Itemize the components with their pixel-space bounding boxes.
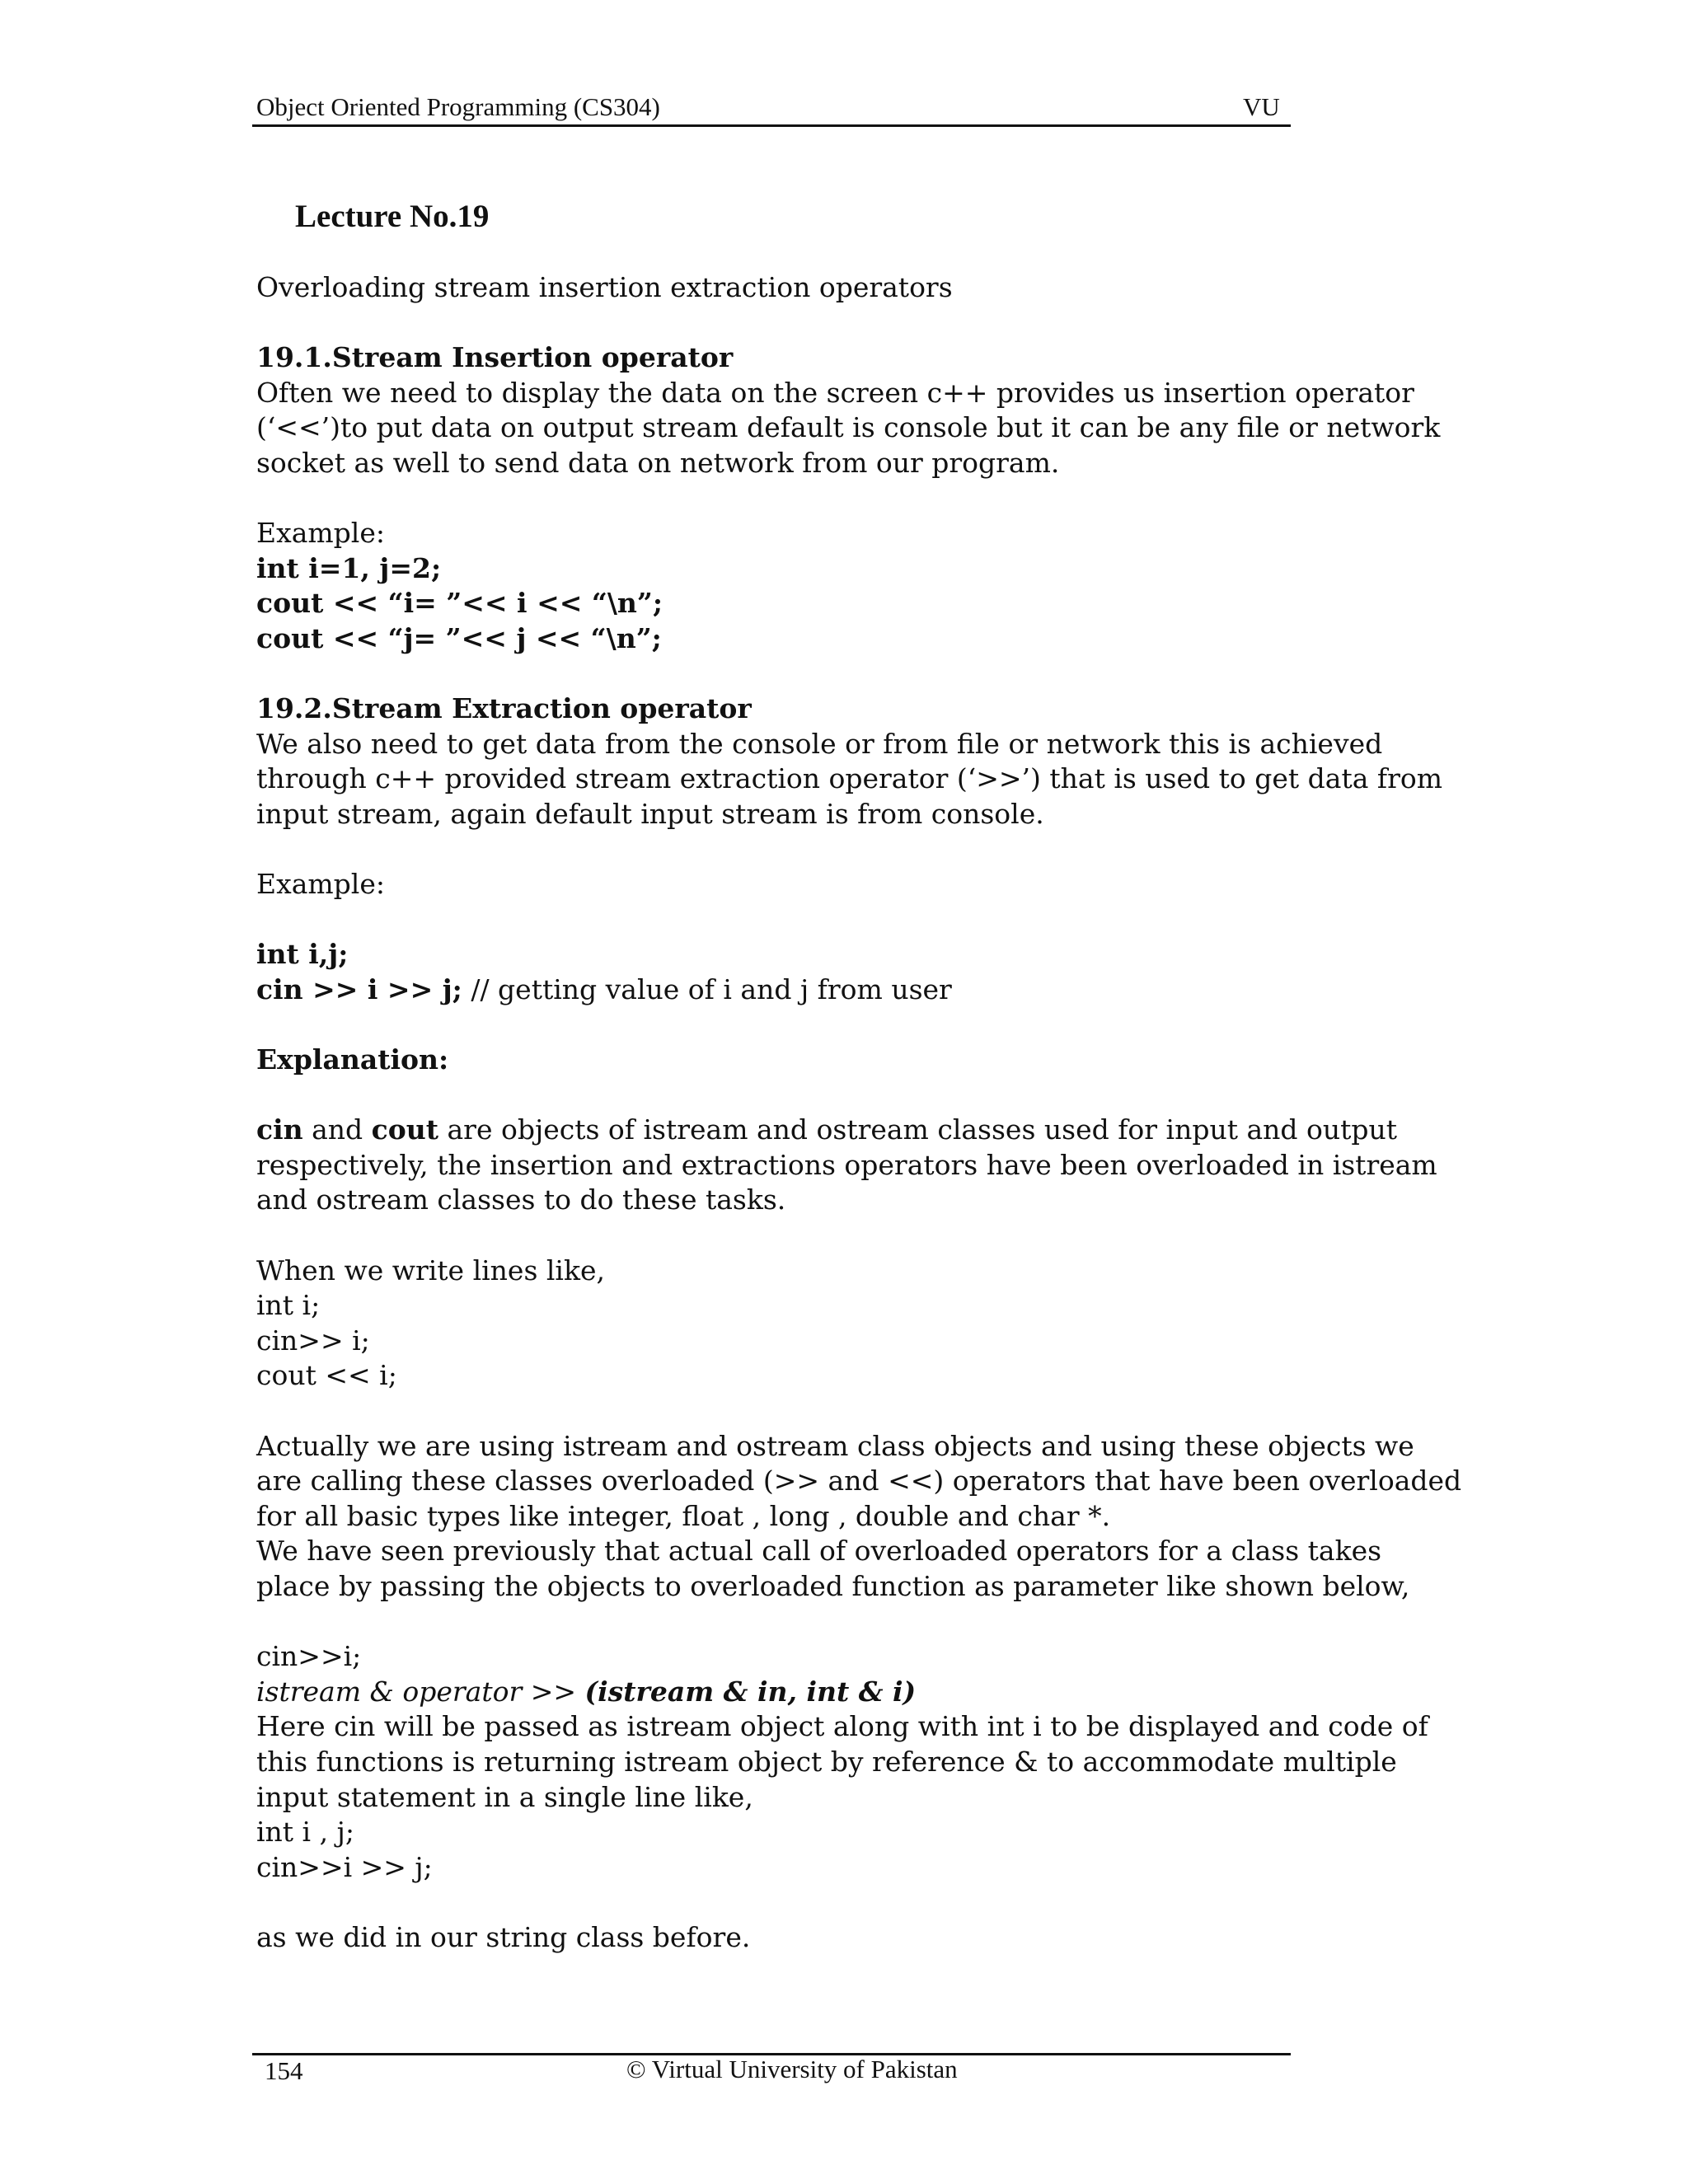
code-line: int i=1, j=2; — [256, 551, 442, 584]
code-line: cin>> i; — [256, 1324, 370, 1357]
lecture-title: Lecture No.19 — [295, 199, 490, 234]
paragraph-line: place by passing the objects to overloaded function as parameter like shown below, — [256, 1569, 1410, 1602]
closing-line: as we did in our string class before. — [256, 1920, 751, 1953]
paragraph-line: Often we need to display the data on the screen c++ provides us insertion operator — [256, 376, 1414, 409]
signature-operator: >> — [522, 1675, 585, 1708]
paragraph-line: (‘<<’)to put data on output stream default is console but it can be any file or network — [256, 411, 1441, 444]
paragraph-line: are calling these classes overloaded (>> and <<) operators that have been overloaded — [256, 1465, 1462, 1497]
code-statement: cin >> i >> j; — [256, 972, 462, 1005]
example-label: Example: — [256, 517, 385, 550]
code-line-with-comment — [256, 972, 1353, 1008]
text-fragment: are objects of istream and ostream classes used for input and output — [438, 1113, 1398, 1146]
paragraph-line: for all basic types like integer, float , long , double and char *. — [256, 1499, 1111, 1532]
paragraph-line: and ostream classes to do these tasks. — [256, 1183, 786, 1216]
footer-copyright: © Virtual University of Pakistan — [626, 2055, 958, 2083]
page-body — [256, 270, 1462, 1956]
code-line: int i , j; — [256, 1816, 354, 1849]
keyword-cout: cout — [371, 1113, 439, 1146]
code-line: cout << i; — [256, 1359, 397, 1392]
header-org: VU — [1243, 92, 1280, 121]
keyword-cin: cin — [256, 1113, 303, 1146]
paragraph-line: socket as well to send data on network from our program. — [256, 446, 1060, 479]
paragraph-line: We have seen previously that actual call of overloaded operators for a class takes — [256, 1535, 1382, 1568]
header-course-title: Object Oriented Programming (CS304) — [256, 92, 660, 121]
code-line: cout << “i= ”<< i << “\n”; — [256, 587, 663, 620]
paragraph-line: through c++ provided stream extraction operator (‘>>’) that is used to get data from — [256, 762, 1443, 795]
paragraph-line: input stream, again default input stream is from console. — [256, 797, 1044, 830]
code-line: int i; — [256, 1289, 321, 1322]
section-heading-extraction: 19.2.Stream Extraction operator — [256, 692, 752, 725]
paragraph-line: this functions is returning istream object by reference & to accommodate multiple — [256, 1745, 1397, 1778]
signature-return: istream & operator — [256, 1675, 523, 1708]
code-line: int i,j; — [256, 938, 349, 971]
signature-params: (istream & in, int & i) — [584, 1675, 917, 1708]
paragraph-line: We also need to get data from the console or from file or network this is achieved — [256, 727, 1383, 760]
function-signature — [256, 1675, 1353, 1710]
code-comment: // getting value of i and j from user — [462, 972, 952, 1005]
code-line: cin>>i; — [256, 1640, 362, 1673]
paragraph-line: respectively, the insertion and extractions operators have been overloaded in istream — [256, 1148, 1437, 1181]
paragraph-line: When we write lines like, — [256, 1254, 606, 1286]
header-rule — [252, 124, 1291, 127]
paragraph-line: Actually we are using istream and ostream class objects and using these objects we — [256, 1429, 1414, 1462]
example-label: Example: — [256, 868, 385, 901]
paragraph-line: Here cin will be passed as istream object along with int i to be displayed and code of — [256, 1710, 1428, 1743]
section-heading-insertion: 19.1.Stream Insertion operator — [256, 341, 734, 374]
explanation-heading: Explanation: — [256, 1043, 449, 1076]
paragraph-line — [256, 1113, 1398, 1148]
subtitle: Overloading stream insertion extraction operators — [256, 271, 953, 303]
page-number: 154 — [265, 2056, 303, 2085]
paragraph-line: input statement in a single line like, — [256, 1780, 753, 1813]
code-line: cout << “j= ”<< j << “\n”; — [256, 621, 662, 654]
text-fragment: and — [302, 1113, 372, 1146]
code-line: cin>>i >> j; — [256, 1850, 433, 1883]
